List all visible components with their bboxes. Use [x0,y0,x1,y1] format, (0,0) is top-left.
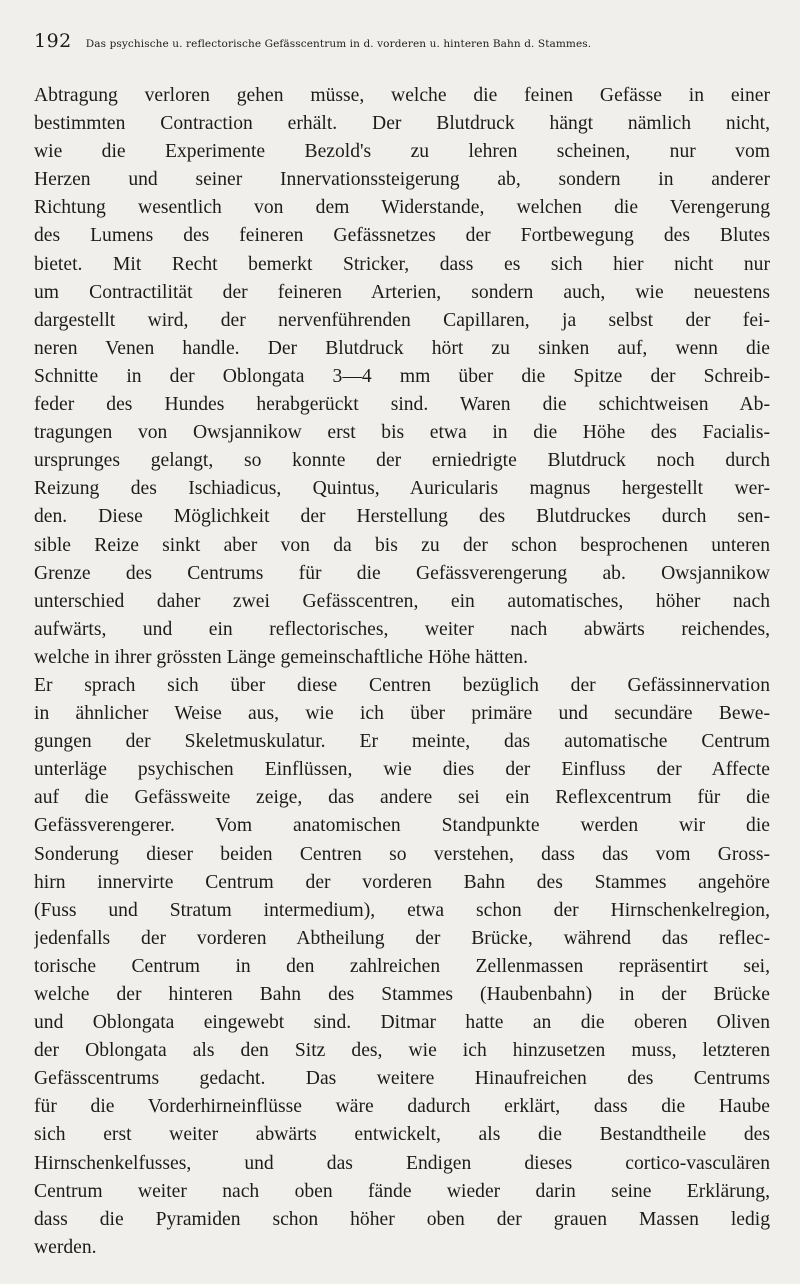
text-line: des Lumens des feineren Gefässnetzes der Fortbewegung des Blutes [34,225,770,247]
text-line: Sonderung dieser beiden Centren so verstehen, dass das vom Gross- [34,843,770,865]
text-line: wie die Experimente Bezold's zu lehren scheinen, nur vom [34,141,770,163]
text-line: auf die Gefässweite zeige, das andere sei ein Reflexcentrum für die [34,787,770,809]
body-text [34,82,770,1262]
text-line: tragungen von Owsjannikow erst bis etwa in die Höhe des Facialis- [34,422,770,444]
text-line: dargestellt wird, der nervenführenden Capillaren, ja selbst der fei- [34,309,770,331]
text-line: Abtragung verloren gehen müsse, welche die feinen Gefässe in einer [34,85,770,106]
text-line: Herzen und seiner Innervationssteigerung ab, sondern in anderer [34,169,770,191]
text-line: unterschied daher zwei Gefässcentren, ein automatisches, höher nach [34,590,770,612]
text-line: sich erst weiter abwärts entwickelt, als die Bestandtheile des [34,1124,770,1146]
text-line: bestimmten Contraction erhält. Der Blutdruck hängt nämlich nicht, [34,113,770,135]
text-line: dass die Pyramiden schon höher oben der grauen Massen ledig [34,1208,770,1230]
text-line: Hirnschenkelfusses, und das Endigen dieses cortico-vasculären [34,1152,770,1174]
text-line: hirn innervirte Centrum der vorderen Bahn des Stammes angehöre [34,871,770,893]
text-line: sible Reize sinkt aber von da bis zu der schon besprochenen unteren [34,534,770,556]
text-line: gungen der Skeletmuskulatur. Er meinte, das automatische Centrum [34,731,770,753]
text-line: Reizung des Ischiadicus, Quintus, Auricularis magnus hergestellt wer- [34,478,770,500]
text-line: den. Diese Möglichkeit der Herstellung des Blutdruckes durch sen- [34,506,770,528]
text-line: feder des Hundes herabgerückt sind. Waren die schichtweisen Ab- [34,394,770,416]
text-line: jedenfalls der vorderen Abtheilung der Brücke, während das reflec- [34,927,770,949]
text-line: torische Centrum in den zahlreichen Zellenmassen repräsentirt sei, [34,955,770,977]
text-line: Er sprach sich über diese Centren bezüglich der Gefässinnervation [34,674,770,696]
text-line: welche der hinteren Bahn des Stammes (Haubenbahn) in der Brücke [34,984,770,1005]
text-line: Schnitte in der Oblongata 3—4 mm über die Spitze der Schreib- [34,365,770,387]
text-line: Richtung wesentlich von dem Widerstande, welchen die Verengerung [34,197,770,219]
text-line: bietet. Mit Recht bemerkt Stricker, dass es sich hier nicht nur [34,253,770,275]
text-line: Gefässcentrums gedacht. Das weitere Hinaufreichen des Centrums [34,1068,770,1090]
text-line: für die Vorderhirneinflüsse wäre dadurch erklärt, dass die Haube [34,1096,770,1118]
running-head: Das psychische u. reflectorische Gefässcentrum in d. vorderen u. hinteren Bahn d. Stammes. [85,38,592,50]
text-line: aufwärts, und ein reflectorisches, weiter nach abwärts reichendes, [34,618,770,640]
text-line: und Oblongata eingewebt sind. Ditmar hatte an die oberen Oliven [34,1012,770,1034]
text-line: um Contractilität der feineren Arterien, sondern auch, wie neuestens [34,281,770,303]
text-line: unterläge psychischen Einflüssen, wie dies der Einfluss der Affecte [34,759,770,781]
text-line: Gefässverengerer. Vom anatomischen Standpunkte werden wir die [34,815,770,837]
text-line: werden. [34,1236,97,1258]
text-line: in ähnlicher Weise aus, wie ich über primäre und secundäre Bewe- [34,703,770,725]
page-header [34,30,770,60]
text-line: der Oblongata als den Sitz des, wie ich hinzusetzen muss, letzteren [34,1040,770,1062]
text-line: Grenze des Centrums für die Gefässverengerung ab. Owsjannikow [34,562,770,584]
text-line: Centrum weiter nach oben fände wieder darin seine Erklärung, [34,1180,770,1202]
text-line: (Fuss und Stratum intermedium), etwa schon der Hirnschenkelregion, [34,899,770,921]
page-number: 192 [34,30,72,52]
text-line: neren Venen handle. Der Blutdruck hört zu sinken auf, wenn die [34,337,770,359]
text-line: ursprunges gelangt, so konnte der erniedrigte Blutdruck noch durch [34,450,770,472]
text-line: welche in ihrer grössten Länge gemeinschaftliche Höhe hätten. [34,646,529,668]
